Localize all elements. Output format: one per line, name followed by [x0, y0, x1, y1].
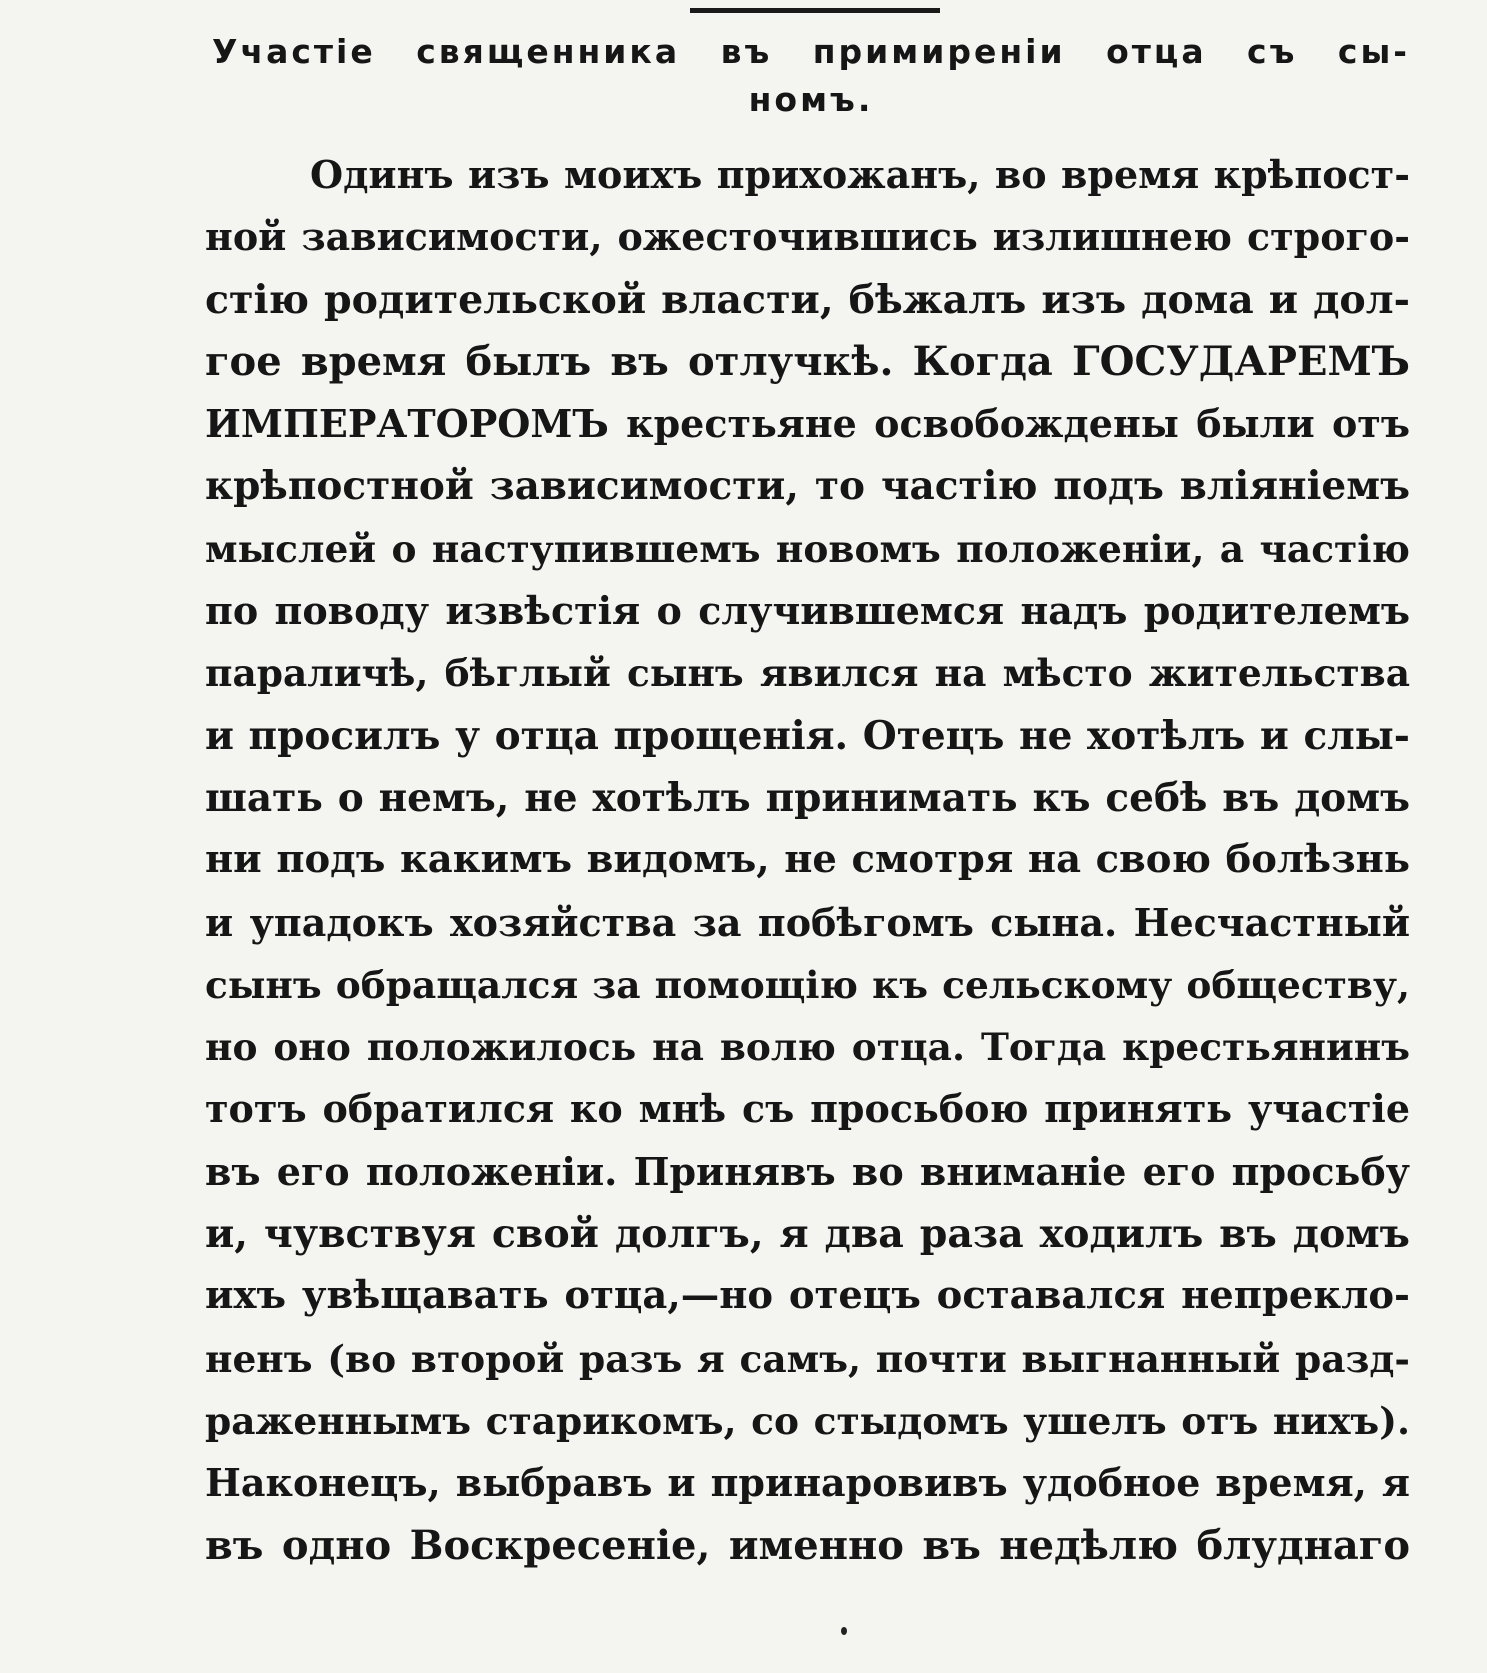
text-line: параличѣ, бѣглый сынъ явился на мѣсто жительства: [205, 651, 1410, 696]
body-text: [205, 144, 1410, 1577]
text-line: ненъ (во второй разъ я самъ, почти выгнанный разд-: [205, 1336, 1410, 1381]
section-heading: [212, 28, 1410, 124]
text-line: Одинъ изъ моихъ прихожанъ, во время крѣпост-: [310, 152, 1410, 197]
text-line: ной зависимости, ожесточившись излишнею строго-: [205, 214, 1410, 260]
text-line: стію родительской власти, бѣжалъ изъ дома и дол-: [205, 276, 1410, 323]
text-line: въ одно Воскресеніе, именно въ недѣлю блуднаго: [205, 1521, 1410, 1569]
text-line: гое время былъ въ отлучкѣ. Когда ГОСУДАРЕМЪ: [205, 337, 1410, 385]
text-line: ни подъ какимъ видомъ, не смотря на свою болѣзнь: [205, 837, 1410, 883]
text-line: ИМПЕРАТОРОМЪ крестьяне освобождены были отъ: [205, 401, 1410, 447]
text-line: по поводу извѣстія о случившемся надъ родителемъ: [205, 588, 1410, 634]
heading-line: номъ.: [748, 80, 874, 119]
text-line: раженнымъ старикомъ, со стыдомъ ушелъ отъ нихъ).: [205, 1398, 1410, 1443]
text-line: и упадокъ хозяйства за побѣгомъ сына. Несчастный: [205, 899, 1410, 945]
text-line: но оно положилось на волю отца. Тогда крестьянинъ: [205, 1025, 1410, 1070]
text-line: ихъ увѣщавать отца,—но отецъ оставался непрекло-: [205, 1273, 1410, 1319]
top-rule: [690, 8, 940, 13]
text-line: и просилъ у отца прощенія. Отецъ не хотѣлъ и слы-: [205, 712, 1410, 759]
text-line: и, чувствуя свой долгъ, я два раза ходилъ въ домъ: [205, 1211, 1410, 1258]
text-line: крѣпостной зависимости, то частію подъ вліяніемъ: [205, 463, 1410, 510]
text-line: тотъ обратился ко мнѣ съ просьбою принять участіе: [205, 1086, 1410, 1132]
heading-line: Участіе священника въ примиреніи отца съ сы-: [212, 32, 1410, 71]
text-line: въ его положеніи. Принявъ во вниманіе его просьбу: [205, 1148, 1410, 1194]
print-mark: [841, 1627, 847, 1635]
text-line: Наконецъ, выбравъ и принаровивъ удобное время, я: [205, 1460, 1410, 1506]
text-line: сынъ обращался за помощію къ сельскому обществу,: [205, 962, 1410, 1007]
text-line: мыслей о наступившемъ новомъ положеніи, а частію: [205, 526, 1410, 571]
text-line: шать о немъ, не хотѣлъ принимать къ себѣ въ домъ: [205, 774, 1410, 821]
